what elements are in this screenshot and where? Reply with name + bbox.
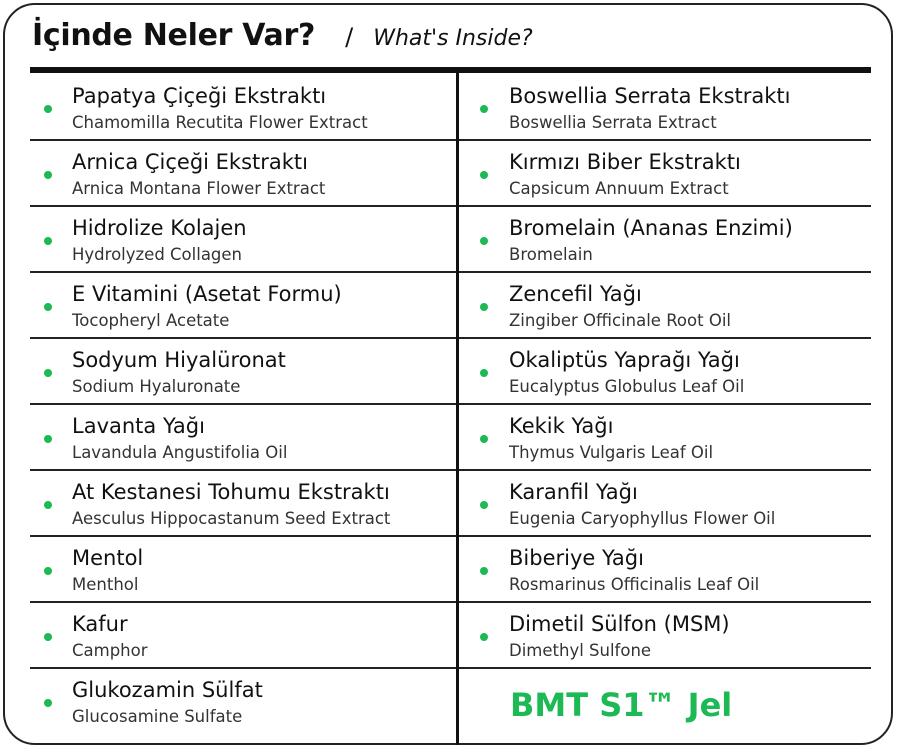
row-divider bbox=[30, 601, 456, 603]
ingredient-item bbox=[30, 272, 456, 338]
row-divider bbox=[30, 271, 456, 273]
row-divider bbox=[459, 205, 871, 207]
ingredient-item bbox=[30, 404, 456, 470]
ingredient-item bbox=[30, 74, 456, 140]
ingredient-item bbox=[459, 404, 871, 470]
ingredient-item bbox=[459, 206, 871, 272]
bullet-dot-icon bbox=[480, 303, 488, 311]
ingredient-inci-name: Dimethyl Sulfone bbox=[509, 641, 652, 660]
bullet-dot-icon bbox=[44, 633, 52, 641]
bullet-dot-icon bbox=[480, 237, 488, 245]
ingredient-name: Kafur bbox=[72, 612, 128, 636]
bullet-dot-icon bbox=[44, 171, 52, 179]
ingredient-name: Karanfil Yağı bbox=[509, 480, 638, 504]
ingredient-inci-name: Hydrolyzed Collagen bbox=[72, 245, 243, 264]
ingredient-name: Okaliptüs Yaprağı Yağı bbox=[509, 348, 740, 372]
bullet-dot-icon bbox=[44, 567, 52, 575]
ingredient-item bbox=[30, 206, 456, 272]
ingredient-item bbox=[30, 338, 456, 404]
ingredient-name: Biberiye Yağı bbox=[509, 546, 644, 570]
ingredient-item bbox=[459, 272, 871, 338]
ingredient-item bbox=[30, 470, 456, 536]
bullet-dot-icon bbox=[44, 237, 52, 245]
row-divider bbox=[30, 469, 456, 471]
row-divider bbox=[459, 667, 871, 669]
row-divider bbox=[459, 337, 871, 339]
ingredient-item bbox=[30, 536, 456, 602]
ingredient-inci-name: Menthol bbox=[72, 575, 139, 594]
bullet-dot-icon bbox=[44, 501, 52, 509]
ingredient-item bbox=[459, 602, 871, 668]
row-divider bbox=[459, 139, 871, 141]
row-divider bbox=[30, 337, 456, 339]
bullet-dot-icon bbox=[480, 369, 488, 377]
ingredient-inci-name: Camphor bbox=[72, 641, 148, 660]
ingredient-name: Hidrolize Kolajen bbox=[72, 216, 247, 240]
ingredient-name: Zencefil Yağı bbox=[509, 282, 642, 306]
header-rule bbox=[30, 67, 871, 73]
ingredient-item bbox=[459, 140, 871, 206]
row-divider bbox=[459, 601, 871, 603]
ingredient-inci-name: Aesculus Hippocastanum Seed Extract bbox=[72, 509, 391, 528]
bullet-dot-icon bbox=[44, 369, 52, 377]
ingredient-name: Sodyum Hiyalüronat bbox=[72, 348, 286, 372]
ingredient-inci-name: Boswellia Serrata Extract bbox=[509, 113, 717, 132]
ingredient-inci-name: Thymus Vulgaris Leaf Oil bbox=[509, 443, 714, 462]
ingredient-name: Boswellia Serrata Ekstraktı bbox=[509, 84, 791, 108]
bullet-dot-icon bbox=[480, 501, 488, 509]
ingredient-name: Lavanta Yağı bbox=[72, 414, 205, 438]
row-divider bbox=[30, 139, 456, 141]
ingredient-item bbox=[30, 668, 456, 734]
ingredient-item bbox=[459, 338, 871, 404]
bullet-dot-icon bbox=[480, 633, 488, 641]
bullet-dot-icon bbox=[44, 699, 52, 707]
bullet-dot-icon bbox=[44, 435, 52, 443]
ingredient-name: Bromelain (Ananas Enzimi) bbox=[509, 216, 793, 240]
ingredient-name: At Kestanesi Tohumu Ekstraktı bbox=[72, 480, 390, 504]
ingredient-inci-name: Capsicum Annuum Extract bbox=[509, 179, 729, 198]
ingredient-item bbox=[459, 536, 871, 602]
ingredient-inci-name: Sodium Hyaluronate bbox=[72, 377, 241, 396]
row-divider bbox=[30, 535, 456, 537]
brand-name: BMT S1™ Jel bbox=[510, 686, 733, 724]
ingredient-name: E Vitamini (Asetat Formu) bbox=[72, 282, 342, 306]
ingredient-inci-name: Glucosamine Sulfate bbox=[72, 707, 243, 726]
ingredient-item bbox=[30, 602, 456, 668]
bullet-dot-icon bbox=[44, 105, 52, 113]
ingredient-name: Arnica Çiçeği Ekstraktı bbox=[72, 150, 309, 174]
ingredient-inci-name: Zingiber Officinale Root Oil bbox=[509, 311, 731, 330]
ingredient-name: Dimetil Sülfon (MSM) bbox=[509, 612, 730, 636]
ingredient-inci-name: Eucalyptus Globulus Leaf Oil bbox=[509, 377, 745, 396]
ingredient-item bbox=[30, 140, 456, 206]
bullet-dot-icon bbox=[480, 567, 488, 575]
ingredient-inci-name: Tocopheryl Acetate bbox=[72, 311, 230, 330]
row-divider bbox=[459, 403, 871, 405]
ingredient-inci-name: Bromelain bbox=[509, 245, 593, 264]
bullet-dot-icon bbox=[480, 435, 488, 443]
row-divider bbox=[30, 403, 456, 405]
row-divider bbox=[459, 535, 871, 537]
ingredient-inci-name: Chamomilla Recutita Flower Extract bbox=[72, 113, 368, 132]
ingredient-inci-name: Rosmarinus Officinalis Leaf Oil bbox=[509, 575, 760, 594]
ingredient-item bbox=[459, 470, 871, 536]
row-divider bbox=[459, 271, 871, 273]
page-title: İçinde Neler Var? bbox=[32, 18, 316, 53]
title-separator: / bbox=[345, 23, 354, 51]
bullet-dot-icon bbox=[480, 171, 488, 179]
ingredient-name: Mentol bbox=[72, 546, 144, 570]
page-subtitle: What's Inside? bbox=[373, 26, 533, 51]
bullet-dot-icon bbox=[44, 303, 52, 311]
ingredient-name: Kırmızı Biber Ekstraktı bbox=[509, 150, 741, 174]
ingredient-name: Kekik Yağı bbox=[509, 414, 614, 438]
ingredient-inci-name: Eugenia Caryophyllus Flower Oil bbox=[509, 509, 776, 528]
header bbox=[32, 18, 533, 64]
row-divider bbox=[30, 205, 456, 207]
bullet-dot-icon bbox=[480, 105, 488, 113]
row-divider bbox=[459, 469, 871, 471]
ingredient-name: Glukozamin Sülfat bbox=[72, 678, 263, 702]
ingredient-item bbox=[459, 74, 871, 140]
row-divider bbox=[30, 667, 456, 669]
ingredient-inci-name: Arnica Montana Flower Extract bbox=[72, 179, 326, 198]
ingredient-inci-name: Lavandula Angustifolia Oil bbox=[72, 443, 288, 462]
ingredient-name: Papatya Çiçeği Ekstraktı bbox=[72, 84, 327, 108]
